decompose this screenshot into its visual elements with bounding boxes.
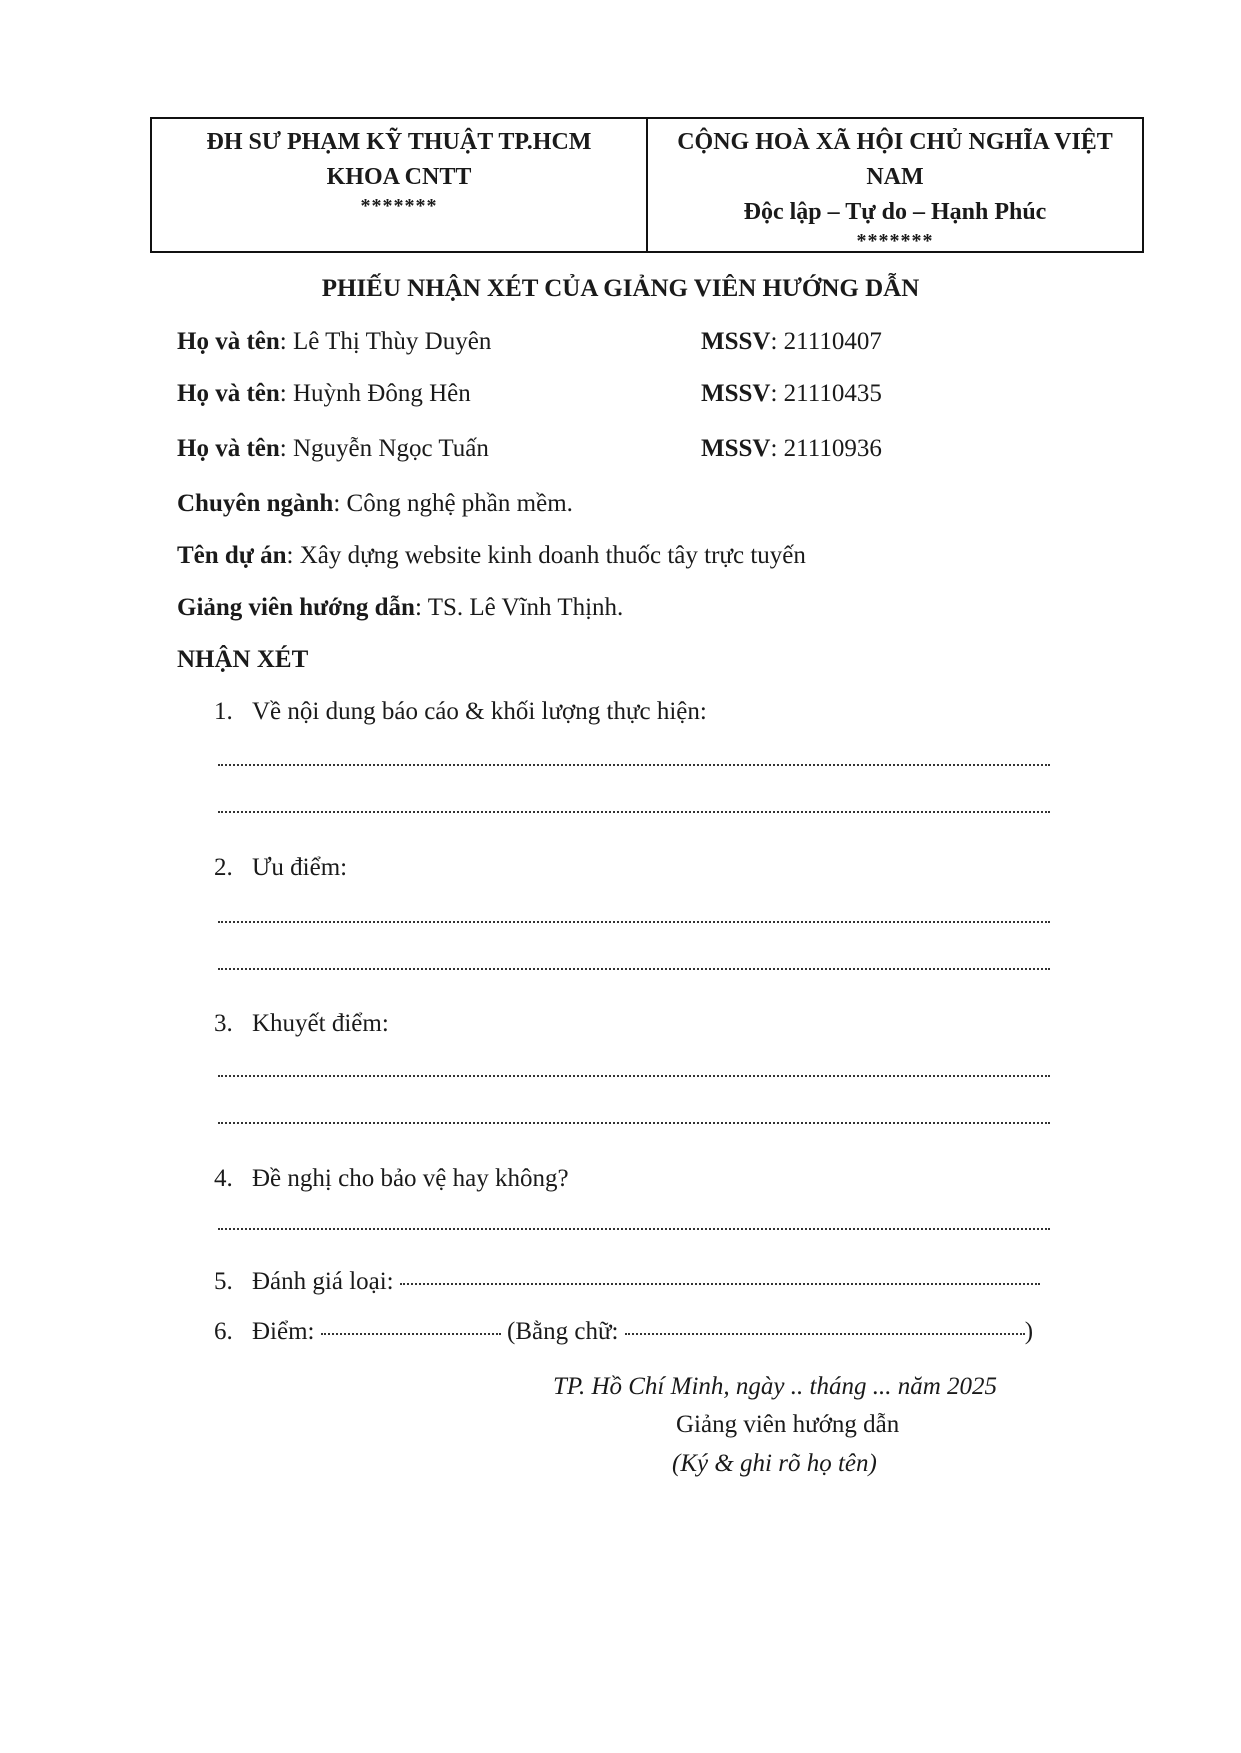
student-name-row: Họ và tên: Lê Thị Thùy Duyên [177, 328, 492, 355]
signer-role: Giảng viên hướng dẫn [676, 1411, 900, 1438]
university-name: ĐH SƯ PHẠM KỸ THUẬT TP.HCM [206, 129, 592, 155]
item-number: 5. [214, 1268, 233, 1295]
rating-field[interactable] [400, 1283, 1040, 1285]
project-value: Xây dựng website kinh doanh thuốc tây trực tuyến [299, 542, 806, 569]
id-label: MSSV [701, 380, 771, 407]
advisor-value: TS. Lê Vĩnh Thịnh. [427, 594, 624, 621]
item-text: Về nội dung báo cáo & khối lượng thực hiện: [252, 698, 707, 725]
student-id-row: MSSV: 21110435 [701, 380, 882, 407]
name-label: Họ và tên [177, 380, 280, 407]
country-name: CỘNG HOÀ XÃ HỘI CHỦ NGHĨA VIỆT NAM [677, 129, 1113, 190]
header-institution [152, 119, 648, 251]
item-number: 1. [214, 698, 233, 725]
review-heading: NHẬN XÉT [177, 646, 309, 673]
student-id: 21110407 [783, 328, 882, 355]
item-text: Đánh giá loại: [252, 1268, 394, 1295]
faculty-name: KHOA CNTT [326, 164, 472, 190]
score-words-field[interactable] [625, 1333, 1025, 1335]
answer-line[interactable] [218, 921, 1050, 923]
major-value: Công nghệ phần mềm. [346, 490, 573, 517]
item-text: Khuyết điểm: [252, 1010, 389, 1037]
answer-line[interactable] [218, 764, 1050, 766]
advisor-row: Giảng viên hướng dẫn: TS. Lê Vĩnh Thịnh. [177, 594, 624, 621]
major-label: Chuyên ngành [177, 490, 334, 517]
header-right-stars: ******* [856, 230, 934, 252]
national-motto: Độc lập – Tự do – Hạnh Phúc [743, 199, 1047, 225]
item-number: 2. [214, 854, 233, 881]
advisor-label: Giảng viên hướng dẫn [177, 594, 415, 621]
answer-line[interactable] [218, 968, 1050, 970]
item-text: Đề nghị cho bảo vệ hay không? [252, 1165, 569, 1192]
item-number: 4. [214, 1165, 233, 1192]
header-national [648, 119, 1142, 251]
student-id: 21110435 [783, 380, 882, 407]
review-item [214, 1318, 1033, 1346]
review-item [214, 1268, 1040, 1296]
item-text: Ưu điểm: [252, 854, 348, 881]
review-item [214, 698, 707, 726]
project-row: Tên dự án: Xây dựng website kinh doanh thuốc tây trực tuyến [177, 542, 806, 569]
student-id: 21110936 [783, 435, 882, 462]
major-row: Chuyên ngành: Công nghệ phần mềm. [177, 490, 573, 517]
answer-line[interactable] [218, 1228, 1050, 1230]
student-id-row: MSSV: 21110407 [701, 328, 882, 355]
student-name-row: Họ và tên: Nguyễn Ngọc Tuấn [177, 435, 489, 462]
score-field[interactable] [321, 1333, 501, 1335]
signature-note: (Ký & ghi rõ họ tên) [672, 1450, 877, 1477]
name-label: Họ và tên [177, 328, 280, 355]
id-label: MSSV [701, 328, 771, 355]
review-item [214, 1010, 389, 1038]
student-name: Nguyễn Ngọc Tuấn [292, 435, 489, 462]
review-item [214, 1165, 569, 1193]
item-number: 3. [214, 1010, 233, 1037]
student-name-row: Họ và tên: Huỳnh Đông Hên [177, 380, 471, 407]
item-number: 6. [214, 1318, 233, 1345]
answer-line[interactable] [218, 1075, 1050, 1077]
student-name: Huỳnh Đông Hên [292, 380, 471, 407]
student-name: Lê Thị Thùy Duyên [292, 328, 492, 355]
project-label: Tên dự án [177, 542, 287, 569]
answer-line[interactable] [218, 1122, 1050, 1124]
student-id-row: MSSV: 21110936 [701, 435, 882, 462]
place-date: TP. Hồ Chí Minh, ngày .. tháng ... năm 2025 [553, 1373, 997, 1400]
score-words-close: ) [1024, 1318, 1034, 1345]
header-box [150, 117, 1144, 253]
name-label: Họ và tên [177, 435, 280, 462]
score-words-label: (Bằng chữ: [507, 1318, 619, 1345]
answer-line[interactable] [218, 811, 1050, 813]
item-text: Điểm: [252, 1318, 315, 1345]
review-item [214, 854, 347, 882]
id-label: MSSV [701, 435, 771, 462]
page-title: PHIẾU NHẬN XÉT CỦA GIẢNG VIÊN HƯỚNG DẪN [321, 275, 920, 302]
header-left-stars: ******* [360, 195, 438, 217]
